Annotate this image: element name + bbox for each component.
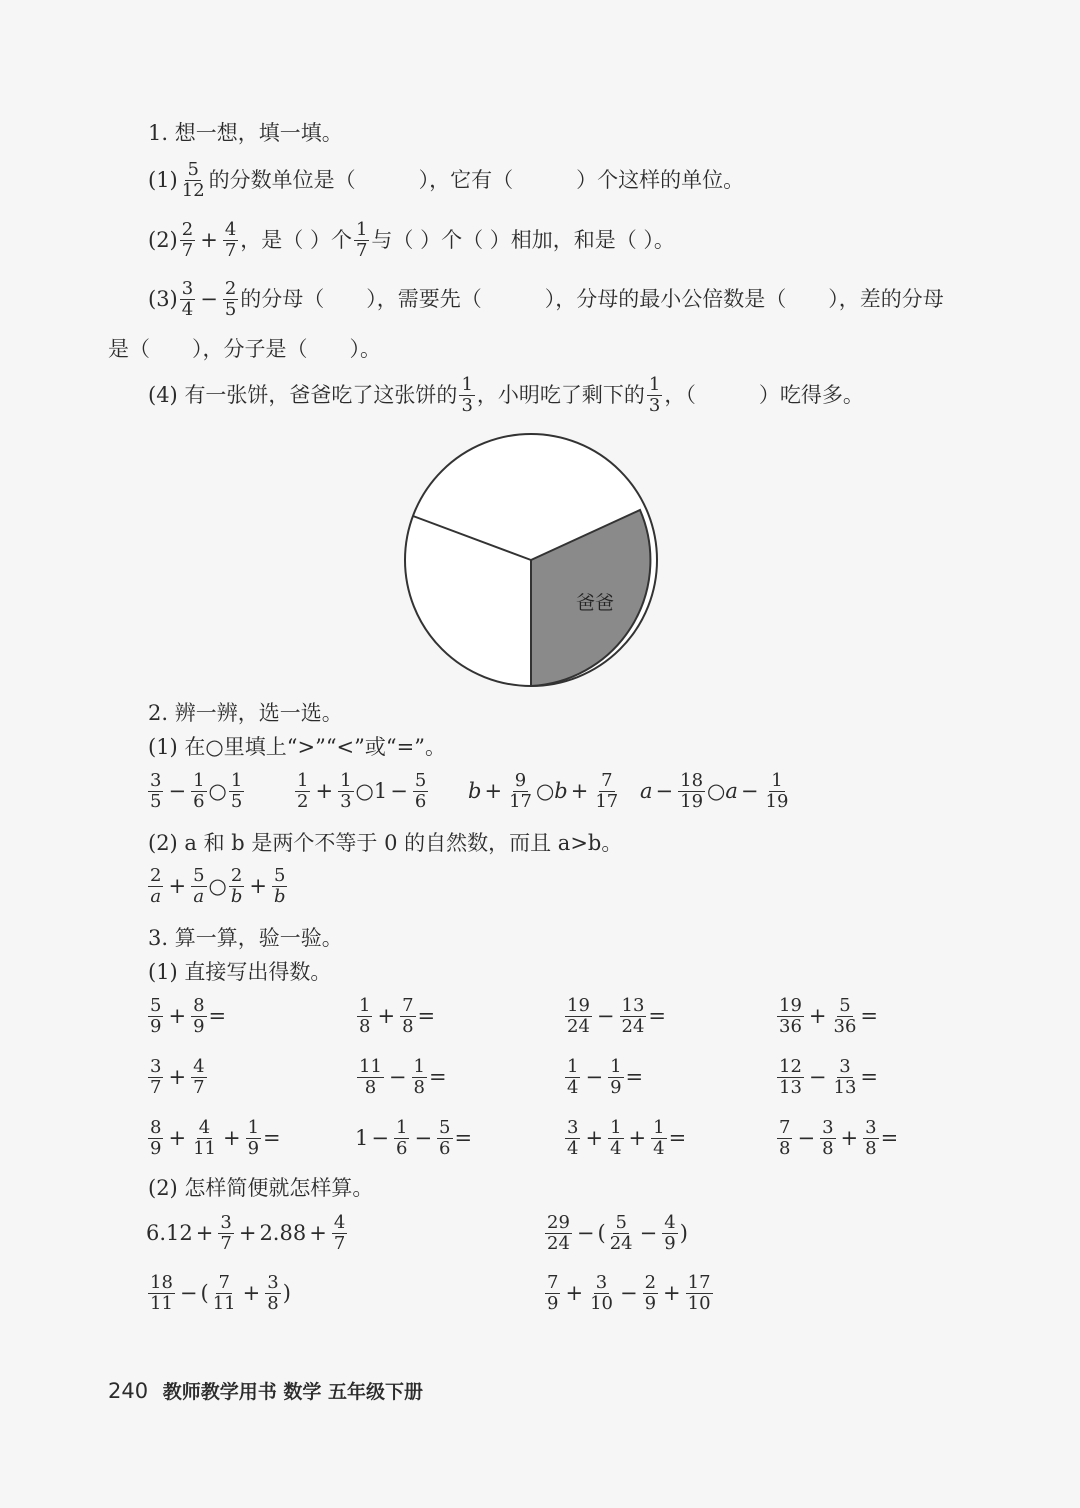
simplify-item: 29 24 − ( $\frac{5}{24}$ − $\frac{4}{9}$ ) — [547, 1212, 688, 1254]
calc-item: 12 13 − $\frac{3}{13}$ = — [779, 1056, 879, 1098]
calc-item: 8 9 + $\frac{4}{11}$ + $\frac{1}{9}$ = — [150, 1117, 281, 1159]
book-title: 教师教学用书 数学 五年级下册 — [162, 1381, 423, 1403]
page-footer — [108, 1377, 423, 1404]
q1-part3: (3) 3 4 − $\frac{2}{5}$ 的分母（ ），需要先（ ），分母的最小公倍数是（ ），差的分母 — [148, 278, 944, 320]
compare-item-3: b + $\frac{9}{17}$ ○ b + $\frac{7}{17}$ — [468, 770, 619, 812]
pie-diagram — [402, 432, 664, 694]
fraction: $\frac{2}{5}$ — [224, 278, 237, 320]
fraction: 3 4 — [181, 278, 194, 320]
simplify-item: 6.12 + $\frac{3}{7}$ + 2.88 + $\frac{4}{7}$ — [146, 1212, 346, 1254]
fraction: 1 3 — [648, 374, 661, 416]
q3-title: 3. 算一算，验一验。 — [148, 926, 343, 950]
calc-item: 3 4 + $\frac{1}{4}$ + $\frac{1}{4}$ = — [567, 1117, 687, 1159]
compare-item-5: 2 a + $\frac{5}{a}$ ○ 2 b + $\frac{5}{b}$ — [150, 865, 286, 907]
page-number: 240 — [108, 1379, 149, 1403]
q3-part1: (1) 直接写出得数。 — [148, 960, 332, 984]
fraction: 1 7 — [355, 219, 368, 261]
compare-item-2: 1 2 + $\frac{1}{3}$ ○1 − $\frac{5}{6}$ — [297, 770, 427, 812]
calc-item: 11 8 − $\frac{1}{8}$ = — [359, 1056, 447, 1098]
simplify-item: 18 11 − ( $\frac{7}{11}$ + $\frac{3}{8}$ ) — [150, 1272, 291, 1314]
q1-part3-cont: 是（ ），分子是（ ）。 — [108, 337, 381, 361]
fraction: 5 12 — [181, 159, 205, 201]
calc-item: 1 4 − $\frac{1}{9}$ = — [567, 1056, 644, 1098]
q2-title: 2. 辨一辨，选一选。 — [148, 701, 343, 725]
fraction: 2 7 — [181, 219, 194, 261]
q2-part1: (1) 在○里填上“>”“<”或“=”。 — [148, 735, 446, 759]
q3-part2: (2) 怎样简便就怎样算。 — [148, 1176, 374, 1200]
calc-item: 19 24 − $\frac{13}{24}$ = — [567, 995, 667, 1037]
q2-part2: (2) a 和 b 是两个不等于 0 的自然数，而且 a>b。 — [148, 831, 623, 855]
calc-item: 7 8 − $\frac{3}{8}$ + $\frac{3}{8}$ = — [779, 1117, 899, 1159]
q1-part1: (1) 5 12 的分数单位是（ ），它有（ ）个这样的单位。 — [148, 159, 745, 201]
calc-item: 3 7 + $\frac{4}{7}$ — [150, 1056, 205, 1098]
calc-item: 5 9 + $\frac{8}{9}$ = — [150, 995, 227, 1037]
calc-item: 19 36 + $\frac{5}{36}$ = — [779, 995, 879, 1037]
simplify-item: 7 9 + $\frac{3}{10}$ − $\frac{2}{9}$ + $\frac{17}{10}$ — [547, 1272, 711, 1314]
calc-item: 1 − $\frac{1}{6}$ − $\frac{5}{6}$ = — [355, 1117, 473, 1159]
pie-label: 爸爸 — [575, 592, 615, 614]
q1-part4: (4) 有一张饼，爸爸吃了这张饼的 1 3 ，小明吃了剩下的 1 3 ，（ ）吃得多。 — [148, 374, 864, 416]
calc-item: 1 8 + $\frac{7}{8}$ = — [359, 995, 436, 1037]
q1-title: 1. 想一想，填一填。 — [148, 121, 343, 145]
fraction: $\frac{4}{7}$ — [224, 219, 237, 261]
fraction: 1 3 — [461, 374, 473, 416]
compare-item-1: 3 5 − $\frac{1}{6}$ ○ 1 5 — [150, 770, 243, 812]
q1-part2: (2) 2 7 + $\frac{4}{7}$ ，是（ ）个 1 7 与（ ）个（ ）相加，和是（ ）。 — [148, 219, 675, 261]
compare-item-4: a − $\frac{18}{19}$ ○ a − $\frac{1}{19}$ — [640, 770, 789, 812]
